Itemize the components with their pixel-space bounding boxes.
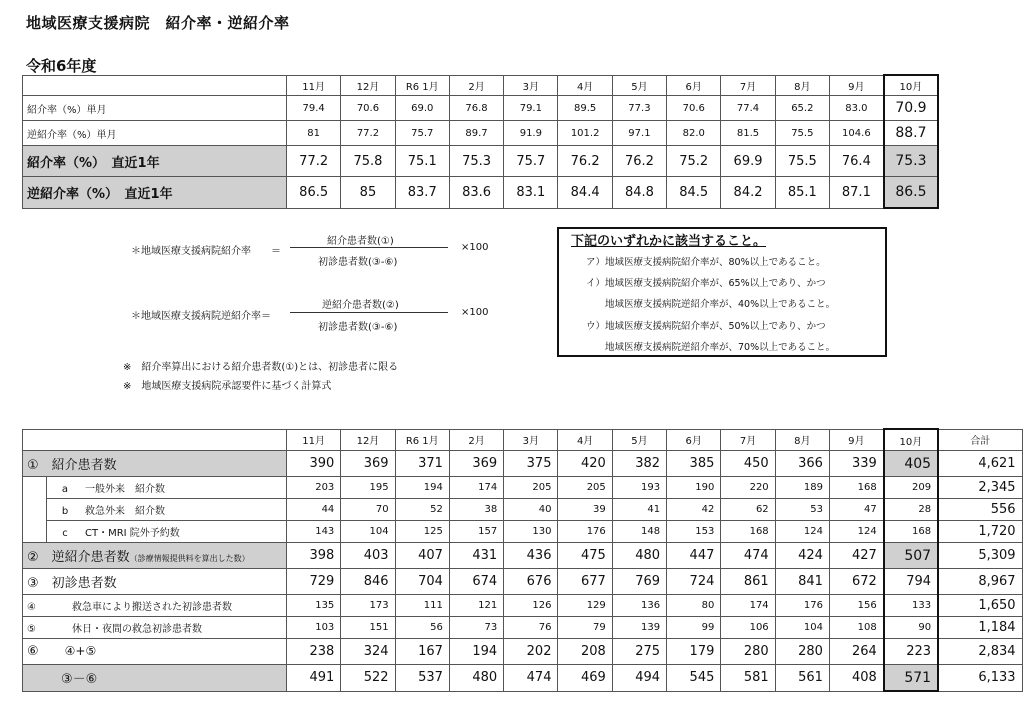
count-value: 42 (667, 499, 721, 521)
count-row (23, 617, 1023, 639)
count-value: 494 (612, 665, 666, 692)
row-label (23, 451, 287, 477)
count-value: 38 (449, 499, 503, 521)
rate-value: 75.3 (449, 146, 503, 177)
count-value: 153 (667, 521, 721, 543)
count-value: 174 (449, 477, 503, 499)
count-value: 176 (558, 521, 612, 543)
count-value: 203 (287, 477, 341, 499)
count-subrow (23, 499, 1023, 521)
row-label-text: ③ 初診患者数 (27, 576, 117, 591)
count-value: 39 (558, 499, 612, 521)
count-value: 729 (287, 569, 341, 595)
referral-rate-formula-label: ＊地域医療支援病院紹介率 (131, 246, 251, 257)
count-value: 111 (395, 595, 449, 617)
rate-value: 76.2 (612, 146, 666, 177)
rate-value: 69.9 (721, 146, 775, 177)
count-total: 556 (938, 499, 1022, 521)
row-label-text: ① 紹介患者数 (27, 458, 117, 473)
count-value: 108 (829, 617, 883, 639)
indent-cell (23, 477, 47, 499)
row-label (23, 569, 287, 595)
rate-value: 77.2 (287, 146, 341, 177)
month-header: 8月 (775, 429, 829, 451)
rate-value: 65.2 (775, 96, 829, 121)
referral-rate-fraction-line (290, 247, 448, 248)
subrow-label (47, 477, 287, 499)
count-row (23, 665, 1023, 692)
requirement-item: イ）地域医療支援病院紹介率が、65%以上であり、かつ (586, 278, 826, 289)
count-value: 390 (287, 451, 341, 477)
referral-rate-formula-equals: ＝ (271, 246, 281, 257)
count-value: 143 (287, 521, 341, 543)
count-value: 62 (721, 499, 775, 521)
count-value: 133 (884, 595, 938, 617)
count-row (23, 543, 1023, 569)
month-header: 8月 (775, 75, 829, 96)
rate-value: 84.8 (612, 177, 666, 209)
count-value: 190 (667, 477, 721, 499)
rate-value: 89.5 (558, 96, 612, 121)
subrow-label (47, 521, 287, 543)
rate-value: 83.7 (395, 177, 449, 209)
row-label-desc: 救急車により搬送された初診患者数 (71, 602, 232, 613)
rate-value: 101.2 (558, 121, 612, 146)
count-value: 126 (504, 595, 558, 617)
reverse-referral-denominator: 初診患者数(③-⑥) (318, 322, 398, 333)
month-header: 4月 (558, 429, 612, 451)
referral-rate-numerator: 紹介患者数(①) (327, 236, 394, 247)
rate-value: 91.9 (504, 121, 558, 146)
requirement-item: 地域医療支援病院逆紹介率が、40%以上であること。 (605, 299, 836, 310)
count-value: 173 (341, 595, 395, 617)
month-header: 3月 (504, 75, 558, 96)
count-value: 41 (612, 499, 666, 521)
requirement-item: ア）地域医療支援病院紹介率が、80%以上であること。 (586, 257, 826, 268)
rate-value: 75.5 (775, 146, 829, 177)
rate-value: 75.7 (504, 146, 558, 177)
count-value: 841 (775, 569, 829, 595)
rate-row (23, 121, 939, 146)
referral-rate-multiplier: ×100 (461, 242, 489, 253)
count-value: 280 (721, 639, 775, 665)
month-header: R6 1月 (395, 429, 449, 451)
row-label-desc: ④+⑤ (64, 644, 97, 658)
rate-value: 70.9 (884, 96, 938, 121)
month-header: 7月 (721, 429, 775, 451)
row-label-text: ④ (27, 602, 36, 613)
rate-value: 83.1 (504, 177, 558, 209)
count-value: 369 (449, 451, 503, 477)
count-value: 474 (504, 665, 558, 692)
month-header: 5月 (612, 429, 666, 451)
count-value: 480 (612, 543, 666, 569)
count-value: 70 (341, 499, 395, 521)
rate-table (22, 74, 939, 209)
rate-value: 77.4 (721, 96, 775, 121)
count-value: 545 (667, 665, 721, 692)
count-row (23, 569, 1023, 595)
reverse-referral-numerator: 逆紹介患者数(②) (322, 300, 399, 311)
month-header: 9月 (829, 429, 883, 451)
header-corner (23, 75, 287, 96)
rate-row-label: 逆紹介率（%）単月 (23, 121, 287, 146)
count-value: 507 (884, 543, 938, 569)
rate-row-label: 逆紹介率（%） 直近1年 (23, 177, 287, 209)
count-value: 724 (667, 569, 721, 595)
count-value: 420 (558, 451, 612, 477)
count-value: 40 (504, 499, 558, 521)
count-value: 382 (612, 451, 666, 477)
rate-value: 81 (287, 121, 341, 146)
month-header: 4月 (558, 75, 612, 96)
count-total: 2,834 (938, 639, 1022, 665)
rate-row (23, 146, 939, 177)
month-header: 3月 (504, 429, 558, 451)
count-value: 371 (395, 451, 449, 477)
requirements-title: 下記のいずれかに該当すること。 (571, 234, 767, 249)
count-value: 205 (504, 477, 558, 499)
count-value: 280 (775, 639, 829, 665)
rate-value: 85.1 (775, 177, 829, 209)
row-label (23, 639, 287, 665)
count-value: 769 (612, 569, 666, 595)
count-value: 846 (341, 569, 395, 595)
count-value: 139 (612, 617, 666, 639)
count-value: 168 (884, 521, 938, 543)
count-value: 238 (287, 639, 341, 665)
month-header: 6月 (667, 75, 721, 96)
month-header: 10月 (884, 429, 938, 451)
rate-value: 75.7 (395, 121, 449, 146)
month-header: 11月 (287, 429, 341, 451)
rate-value: 104.6 (829, 121, 883, 146)
count-value: 427 (829, 543, 883, 569)
count-subrow (23, 521, 1023, 543)
count-value: 375 (504, 451, 558, 477)
count-value: 79 (558, 617, 612, 639)
rate-value: 86.5 (884, 177, 938, 209)
count-value: 124 (775, 521, 829, 543)
rate-value: 81.5 (721, 121, 775, 146)
rate-value: 89.7 (449, 121, 503, 146)
note-referral-count: ※ 紹介率算出における紹介患者数(①)とは、初診患者に限る (123, 362, 399, 373)
reverse-referral-multiplier: ×100 (461, 307, 489, 318)
count-value: 76 (504, 617, 558, 639)
rate-row-label: 紹介率（%） 直近1年 (23, 146, 287, 177)
row-label (23, 595, 287, 617)
month-header: 11月 (287, 75, 341, 96)
rate-value: 83.0 (829, 96, 883, 121)
count-value: 672 (829, 569, 883, 595)
count-value: 794 (884, 569, 938, 595)
count-value: 136 (612, 595, 666, 617)
rate-table-header-row (23, 75, 939, 96)
indent-cell (23, 499, 47, 521)
rate-value: 85 (341, 177, 395, 209)
rate-value: 70.6 (341, 96, 395, 121)
count-value: 407 (395, 543, 449, 569)
rate-value: 84.5 (667, 177, 721, 209)
count-value: 475 (558, 543, 612, 569)
count-value: 53 (775, 499, 829, 521)
subrow-text: 救急外来 紹介数 (85, 506, 165, 517)
count-row (23, 451, 1023, 477)
count-value: 408 (829, 665, 883, 692)
rate-value: 77.3 (612, 96, 666, 121)
count-value: 220 (721, 477, 775, 499)
total-header: 合計 (938, 429, 1022, 451)
count-value: 209 (884, 477, 938, 499)
count-value: 469 (558, 665, 612, 692)
reverse-referral-formula-label: ＊地域医療支援病院逆紹介率＝ (131, 311, 271, 322)
count-value: 104 (341, 521, 395, 543)
count-value: 264 (829, 639, 883, 665)
subrow-letter: c (62, 528, 68, 539)
reverse-referral-fraction-line (290, 312, 448, 313)
count-value: 156 (829, 595, 883, 617)
requirement-item: 地域医療支援病院逆紹介率が、70%以上であること。 (605, 342, 836, 353)
count-value: 167 (395, 639, 449, 665)
rate-value: 86.5 (287, 177, 341, 209)
count-value: 189 (775, 477, 829, 499)
count-value: 176 (775, 595, 829, 617)
count-value: 324 (341, 639, 395, 665)
count-value: 151 (341, 617, 395, 639)
subrow-text: CT・MRI 院外予約数 (85, 528, 180, 539)
count-value: 474 (721, 543, 775, 569)
count-value: 125 (395, 521, 449, 543)
count-value: 208 (558, 639, 612, 665)
count-value: 424 (775, 543, 829, 569)
rate-value: 76.4 (829, 146, 883, 177)
fiscal-year-label: 令和6年度 (26, 57, 97, 75)
count-value: 52 (395, 499, 449, 521)
count-value: 275 (612, 639, 666, 665)
count-value: 157 (449, 521, 503, 543)
count-value: 447 (667, 543, 721, 569)
count-value: 168 (721, 521, 775, 543)
month-header: 12月 (341, 429, 395, 451)
count-row (23, 595, 1023, 617)
count-value: 194 (449, 639, 503, 665)
subrow-text: 一般外来 紹介数 (85, 484, 165, 495)
row-label-desc: 休日・夜間の救急初診患者数 (71, 624, 202, 635)
month-header: 9月 (829, 75, 883, 96)
row-label (23, 543, 287, 569)
row-label-text: ③－⑥ (61, 672, 98, 688)
rate-value: 69.0 (395, 96, 449, 121)
count-value: 403 (341, 543, 395, 569)
row-label-text: ⑤ (27, 624, 36, 635)
count-value: 44 (287, 499, 341, 521)
rate-value: 97.1 (612, 121, 666, 146)
count-total: 4,621 (938, 451, 1022, 477)
count-value: 168 (829, 477, 883, 499)
count-value: 106 (721, 617, 775, 639)
month-header: 6月 (667, 429, 721, 451)
rate-value: 88.7 (884, 121, 938, 146)
count-value: 129 (558, 595, 612, 617)
count-value: 174 (721, 595, 775, 617)
count-value: 121 (449, 595, 503, 617)
month-header: 12月 (341, 75, 395, 96)
count-value: 194 (395, 477, 449, 499)
count-total: 1,720 (938, 521, 1022, 543)
rate-row-label: 紹介率（%）単月 (23, 96, 287, 121)
rate-value: 77.2 (341, 121, 395, 146)
count-value: 124 (829, 521, 883, 543)
count-value: 431 (449, 543, 503, 569)
count-value: 90 (884, 617, 938, 639)
count-value: 339 (829, 451, 883, 477)
rate-value: 87.1 (829, 177, 883, 209)
rate-value: 84.4 (558, 177, 612, 209)
note-calculation-basis: ※ 地域医療支援病院承認要件に基づく計算式 (123, 381, 332, 392)
rate-value: 76.8 (449, 96, 503, 121)
count-total: 8,967 (938, 569, 1022, 595)
subrow-label (47, 499, 287, 521)
count-value: 223 (884, 639, 938, 665)
count-value: 179 (667, 639, 721, 665)
page-title: 地域医療支援病院 紹介率・逆紹介率 (26, 14, 290, 32)
count-total: 6,133 (938, 665, 1022, 692)
rate-value: 70.6 (667, 96, 721, 121)
count-value: 104 (775, 617, 829, 639)
count-value: 450 (721, 451, 775, 477)
count-value: 130 (504, 521, 558, 543)
count-subrow (23, 477, 1023, 499)
count-value: 677 (558, 569, 612, 595)
count-value: 148 (612, 521, 666, 543)
patient-count-table (22, 428, 1023, 692)
month-header: 5月 (612, 75, 666, 96)
count-value: 405 (884, 451, 938, 477)
requirement-item: ウ）地域医療支援病院紹介率が、50%以上であり、かつ (586, 321, 826, 332)
rate-value: 75.2 (667, 146, 721, 177)
rate-value: 79.4 (287, 96, 341, 121)
month-header: 2月 (449, 429, 503, 451)
count-total: 5,309 (938, 543, 1022, 569)
count-value: 491 (287, 665, 341, 692)
month-header: 2月 (449, 75, 503, 96)
row-label-text: ② 逆紹介患者数 (27, 550, 130, 565)
rate-value: 79.1 (504, 96, 558, 121)
header-corner (23, 429, 287, 451)
rate-row (23, 177, 939, 209)
count-value: 47 (829, 499, 883, 521)
count-table-header-row (23, 429, 1023, 451)
count-value: 581 (721, 665, 775, 692)
count-value: 193 (612, 477, 666, 499)
rate-row (23, 96, 939, 121)
count-total: 2,345 (938, 477, 1022, 499)
count-value: 676 (504, 569, 558, 595)
count-value: 28 (884, 499, 938, 521)
count-value: 135 (287, 595, 341, 617)
count-value: 369 (341, 451, 395, 477)
count-row (23, 639, 1023, 665)
count-value: 480 (449, 665, 503, 692)
count-value: 398 (287, 543, 341, 569)
month-header: 7月 (721, 75, 775, 96)
count-value: 522 (341, 665, 395, 692)
count-value: 537 (395, 665, 449, 692)
count-value: 103 (287, 617, 341, 639)
subrow-letter: b (61, 506, 69, 517)
month-header: R6 1月 (395, 75, 449, 96)
row-label-text: ⑥ (27, 644, 39, 659)
count-total: 1,650 (938, 595, 1022, 617)
count-value: 205 (558, 477, 612, 499)
count-value: 861 (721, 569, 775, 595)
rate-value: 83.6 (449, 177, 503, 209)
count-value: 195 (341, 477, 395, 499)
rate-value: 75.1 (395, 146, 449, 177)
count-total: 1,184 (938, 617, 1022, 639)
subrow-letter: a (61, 484, 69, 495)
count-value: 73 (449, 617, 503, 639)
referral-rate-denominator: 初診患者数(③-⑥) (318, 257, 398, 268)
count-value: 436 (504, 543, 558, 569)
count-value: 202 (504, 639, 558, 665)
rate-value: 82.0 (667, 121, 721, 146)
count-value: 99 (667, 617, 721, 639)
rate-value: 76.2 (558, 146, 612, 177)
rate-value: 75.8 (341, 146, 395, 177)
month-header: 10月 (884, 75, 938, 96)
row-label (23, 665, 287, 692)
rate-value: 84.2 (721, 177, 775, 209)
count-value: 571 (884, 665, 938, 692)
count-value: 56 (395, 617, 449, 639)
count-value: 385 (667, 451, 721, 477)
count-value: 561 (775, 665, 829, 692)
count-value: 80 (667, 595, 721, 617)
rate-value: 75.3 (884, 146, 938, 177)
count-value: 704 (395, 569, 449, 595)
rate-value: 75.5 (775, 121, 829, 146)
count-value: 366 (775, 451, 829, 477)
indent-cell (23, 521, 47, 543)
row-label (23, 617, 287, 639)
row-label-note: （診療情報提供料を算出した数） (129, 554, 250, 563)
count-value: 674 (449, 569, 503, 595)
